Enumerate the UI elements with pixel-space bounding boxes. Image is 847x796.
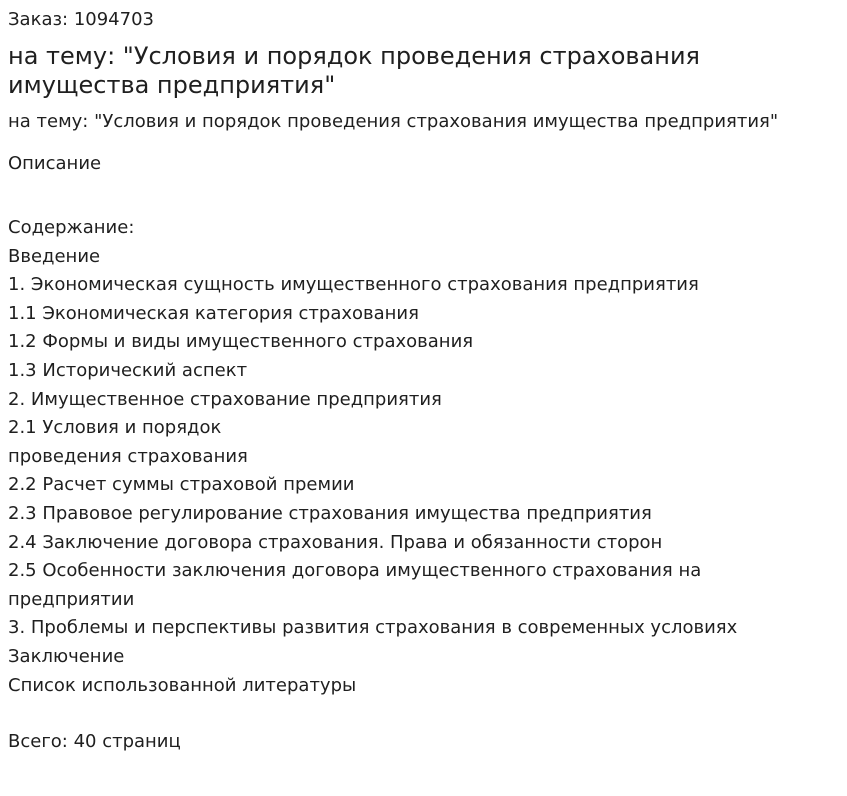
toc-item: 2.3 Правовое регулирование страхования имущества предприятия bbox=[8, 502, 652, 524]
toc-item: 1.2 Формы и виды имущественного страхования bbox=[8, 331, 474, 353]
table-of-contents bbox=[8, 214, 839, 700]
contents-heading: Содержание: bbox=[8, 217, 135, 238]
document-subtitle: на тему: "Условия и порядок проведения страхования имущества предприятия" bbox=[8, 111, 779, 132]
toc-item: 1.3 Исторический аспект bbox=[8, 359, 248, 381]
toc-item: 2.2 Расчет суммы страховой премии bbox=[8, 474, 355, 496]
toc-item: Заключение bbox=[8, 645, 125, 667]
toc-item: 3. Проблемы и перспективы развития страхования в современных условиях bbox=[8, 617, 738, 639]
toc-item: предприятии bbox=[8, 588, 135, 610]
order-number: Заказ: 1094703 bbox=[8, 9, 154, 30]
page-count: Всего: 40 страниц bbox=[8, 731, 181, 753]
description-label: Описание bbox=[8, 153, 102, 174]
toc-item: проведения страхования bbox=[8, 445, 248, 467]
toc-item: 2. Имущественное страхование предприятия bbox=[8, 388, 442, 410]
document-title: на тему: "Условия и порядок проведения страхования имущества предприятия" bbox=[8, 42, 700, 99]
toc-item: Введение bbox=[8, 245, 101, 267]
toc-item: Список использованной литературы bbox=[8, 674, 357, 696]
toc-item: 2.1 Условия и порядок bbox=[8, 417, 222, 439]
toc-item: 2.4 Заключение договора страхования. Права и обязанности сторон bbox=[8, 531, 663, 553]
toc-item: 2.5 Особенности заключения договора имущественного страхования на bbox=[8, 560, 702, 582]
toc-item: 1.1 Экономическая категория страхования bbox=[8, 302, 419, 324]
toc-item: 1. Экономическая сущность имущественного страхования предприятия bbox=[8, 274, 699, 296]
